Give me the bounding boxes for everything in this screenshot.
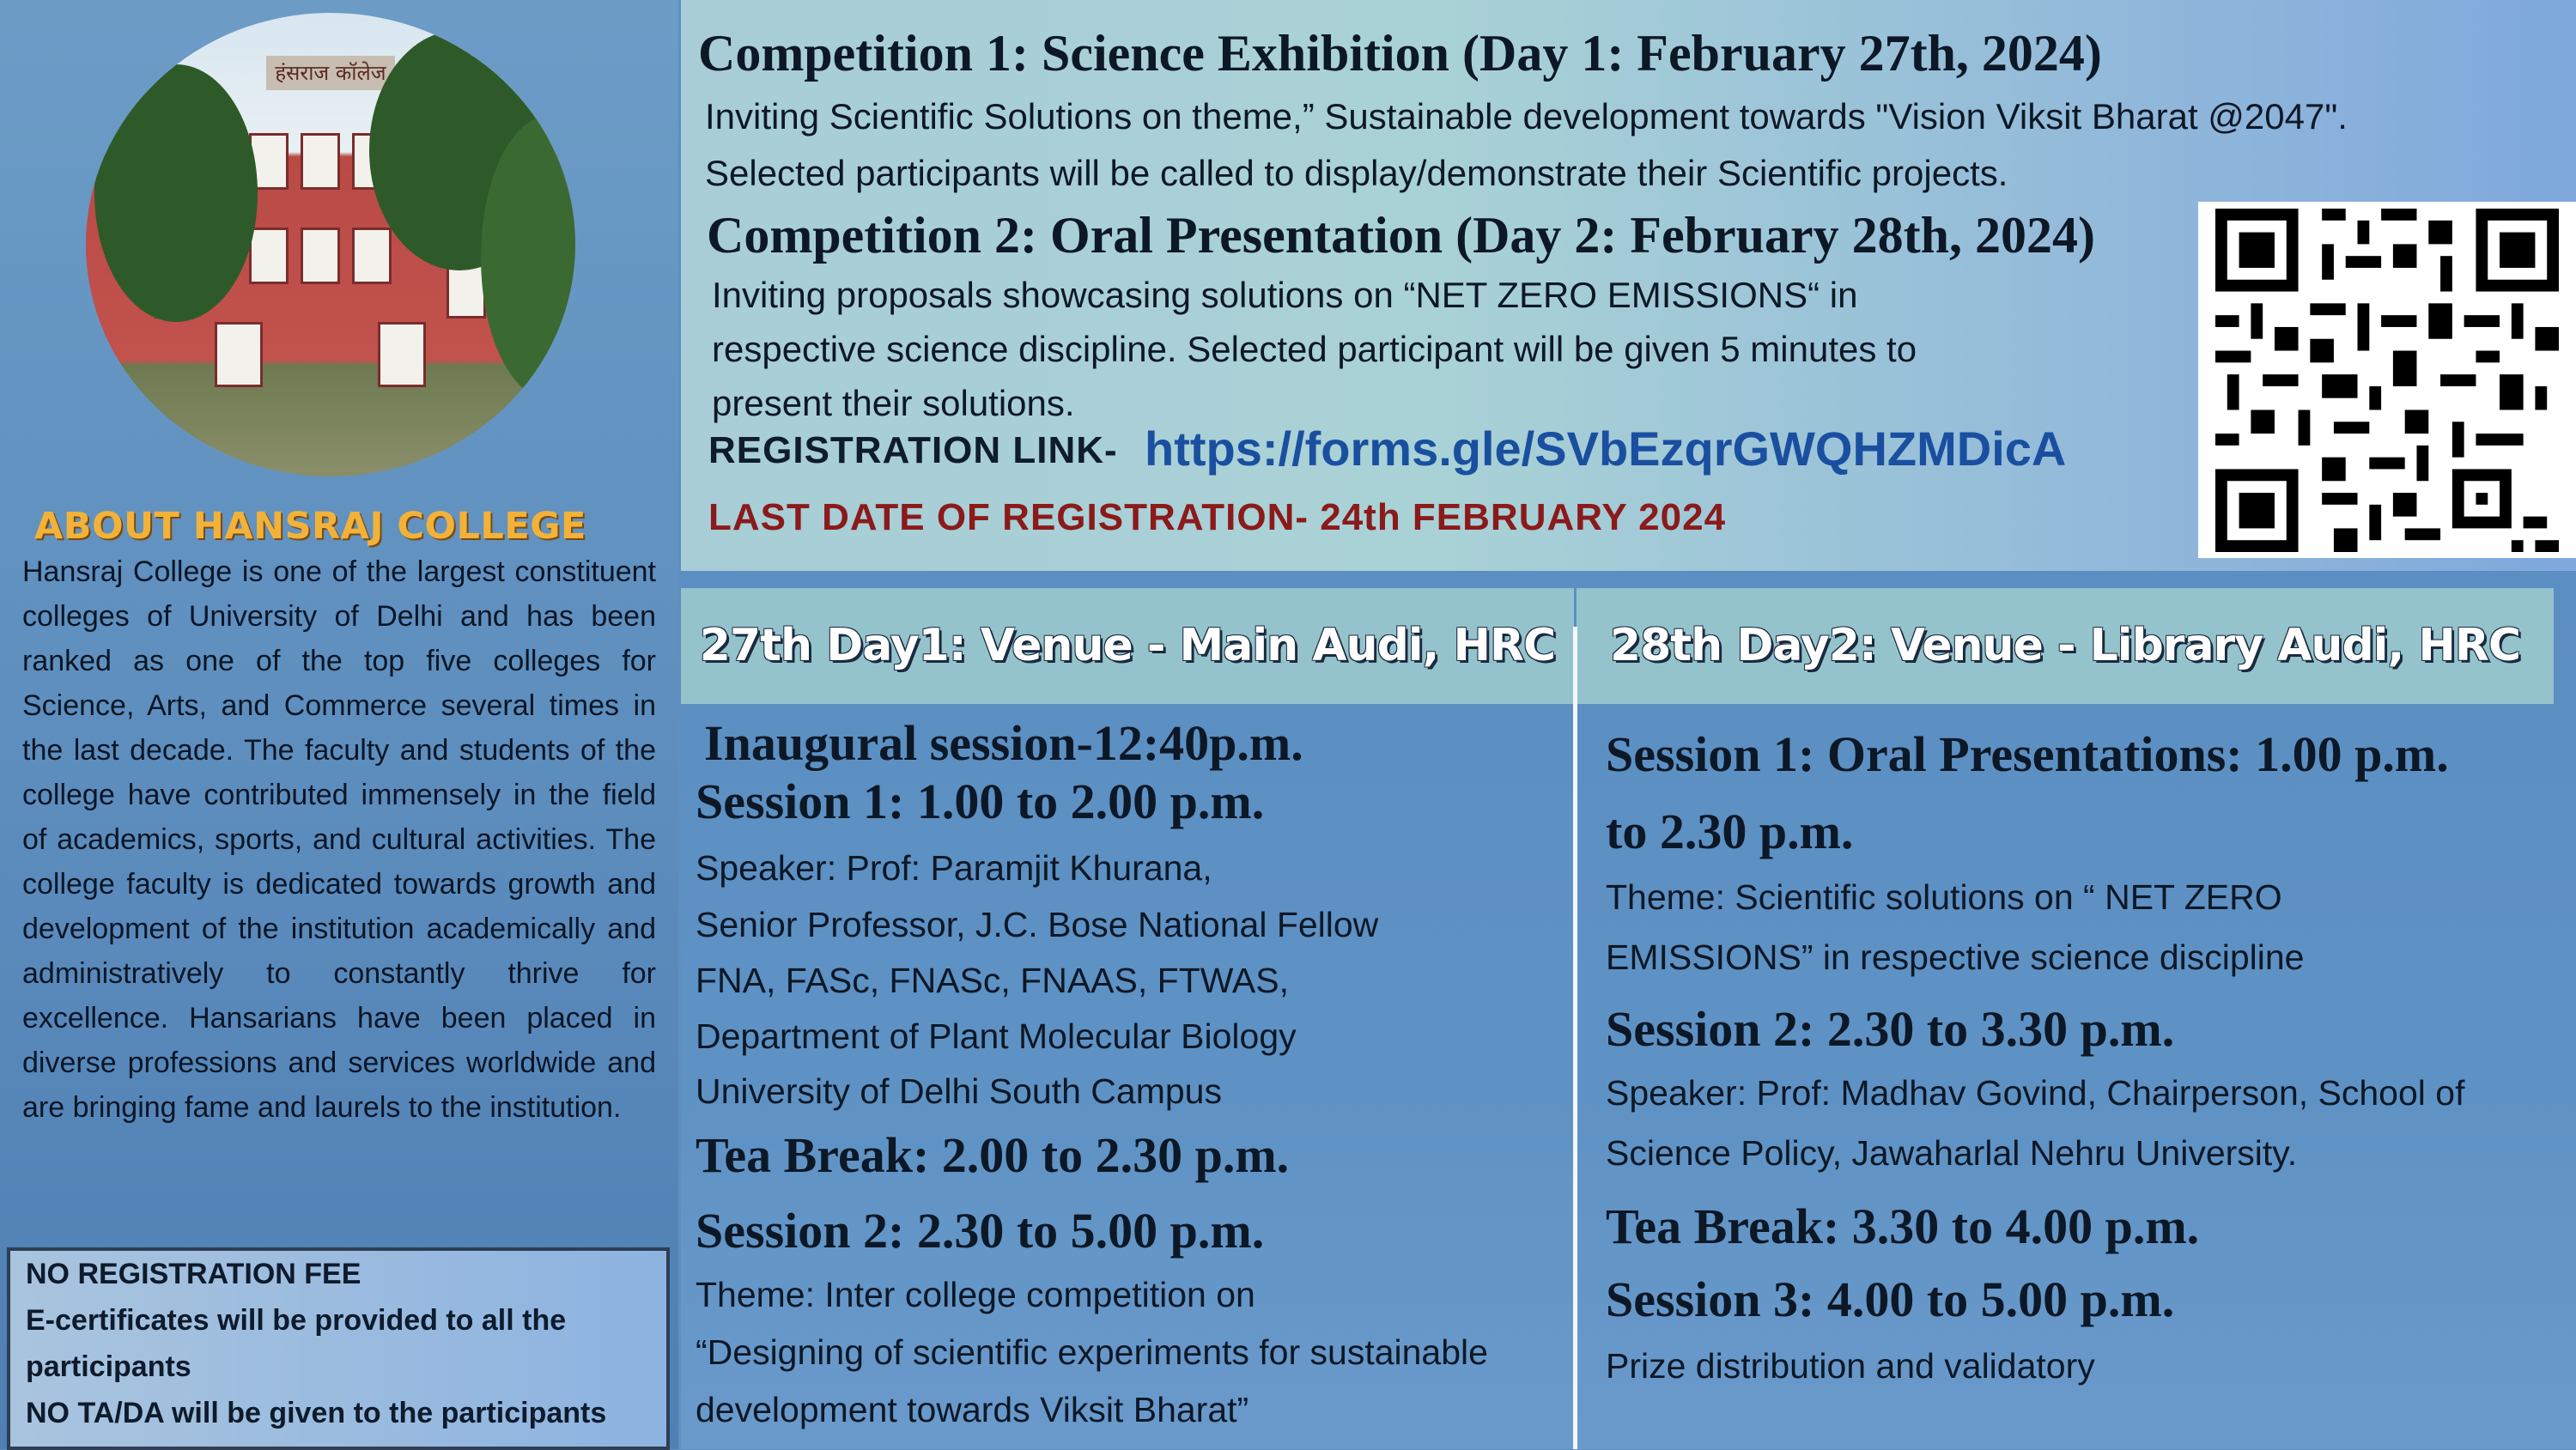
competition1-desc-line2: Selected participants will be called to display/demonstrate their Scientific projects. (705, 153, 2008, 193)
day2-theme-line2: EMISSIONS” in respective science discipline (1606, 937, 2305, 977)
no-ta-da-line: NO TA/DA will be given to the participants (26, 1397, 607, 1429)
day2-speaker-line2: Science Policy, Jawaharlal Nehru University. (1606, 1133, 2298, 1173)
day1-theme-line3: development towards Viksit Bharat” (696, 1390, 1249, 1429)
no-registration-fee: NO REGISTRATION FEE (26, 1258, 361, 1290)
day2-tea-break: Tea Break: 3.30 to 4.00 p.m. (1606, 1198, 2200, 1254)
registration-link[interactable]: https://forms.gle/SVbEzqrGWQHZMDicA (1145, 422, 2067, 476)
registration-label: REGISTRATION LINK- (708, 429, 1118, 471)
day2-session1-title: Session 1: Oral Presentations: 1.00 p.m. (1606, 726, 2449, 782)
day1-speaker-line3: FNA, FASc, FNASc, FNAAS, FTWAS, (696, 961, 1289, 1000)
registration-qr-code[interactable] (2198, 202, 2576, 558)
competition1-desc-line1: Inviting Scientific Solutions on theme,” Sustainable development towards "Vision Viksit Bharat @2047". (705, 96, 2348, 137)
last-date-of-registration: LAST DATE OF REGISTRATION- 24th FEBRUARY 2024 (708, 496, 1727, 538)
competition2-desc-line2: respective science discipline. Selected participant will be given 5 minutes to (712, 329, 1917, 369)
day1-speaker-line1: Speaker: Prof: Paramjit Khurana, (696, 848, 1212, 888)
participants-line: participants (26, 1350, 191, 1383)
day2-session1-time: to 2.30 p.m. (1606, 804, 1854, 859)
competition1-title: Competition 1: Science Exhibition (Day 1: February 27th, 2024) (698, 25, 2102, 82)
competition2-title: Competition 2: Oral Presentation (Day 2: February 28th, 2024) (707, 207, 2096, 264)
qr-code-icon (2208, 209, 2566, 552)
day2-venue-banner: 28th Day2: Venue - Library Audi, HRC (1577, 588, 2554, 704)
competition2-desc-line1: Inviting proposals showcasing solutions on “NET ZERO EMISSIONS“ in (712, 275, 1858, 315)
competition2-desc-line3: present their solutions. (712, 383, 1075, 423)
day1-session1-title: Session 1: 1.00 to 2.00 p.m. (696, 774, 1265, 829)
about-text: Hansraj College is one of the largest constituent colleges of University of Delhi and has been ranked as one of the top five colleges for Science, Arts, and Commerce several times in the last decade. The faculty and students of the college have contributed immensely in the field of academics, sports, and cultural activities. The college faculty is dedicated towards growth and development of the institution academically and administratively to constantly thrive for excellence. Hansarians have been placed in diverse professions and services worldwide and are bringing fame and laurels to the institution. (22, 555, 656, 1124)
day1-tea-break: Tea Break: 2.00 to 2.30 p.m. (696, 1127, 1290, 1183)
e-certificates-line: E-certificates will be provided to all the (26, 1304, 567, 1337)
college-sign: हंसराज कॉलेज (266, 56, 395, 90)
college-photo (86, 13, 575, 476)
day1-venue-banner: 27th Day1: Venue - Main Audi, HRC (681, 588, 1574, 704)
day2-session3-title: Session 3: 4.00 to 5.00 p.m. (1606, 1271, 2175, 1327)
day1-session2-title: Session 2: 2.30 to 5.00 p.m. (696, 1203, 1265, 1259)
day2-theme-line1: Theme: Scientific solutions on “ NET ZERO (1606, 877, 2282, 917)
day1-theme-line2: “Designing of scientific experiments for sustainable (696, 1332, 1488, 1372)
day1-theme-line1: Theme: Inter college competition on (696, 1275, 1255, 1314)
day2-speaker-line1: Speaker: Prof: Madhav Govind, Chairperson, School of (1606, 1073, 2465, 1113)
schedule-divider (1573, 627, 1577, 1449)
day1-speaker-line4: Department of Plant Molecular Biology (696, 1016, 1297, 1056)
about-title: ABOUT HANSRAJ COLLEGE (34, 505, 586, 548)
day1-inaugural-session: Inaugural session-12:40p.m. (704, 715, 1303, 771)
day1-speaker-line2: Senior Professor, J.C. Bose National Fellow (696, 905, 1379, 944)
fee-info-box (7, 1247, 670, 1450)
day2-prize-distribution: Prize distribution and validatory (1606, 1346, 2095, 1386)
day1-speaker-line5: University of Delhi South Campus (696, 1071, 1222, 1111)
day2-session2-title: Session 2: 2.30 to 3.30 p.m. (1606, 1001, 2175, 1057)
